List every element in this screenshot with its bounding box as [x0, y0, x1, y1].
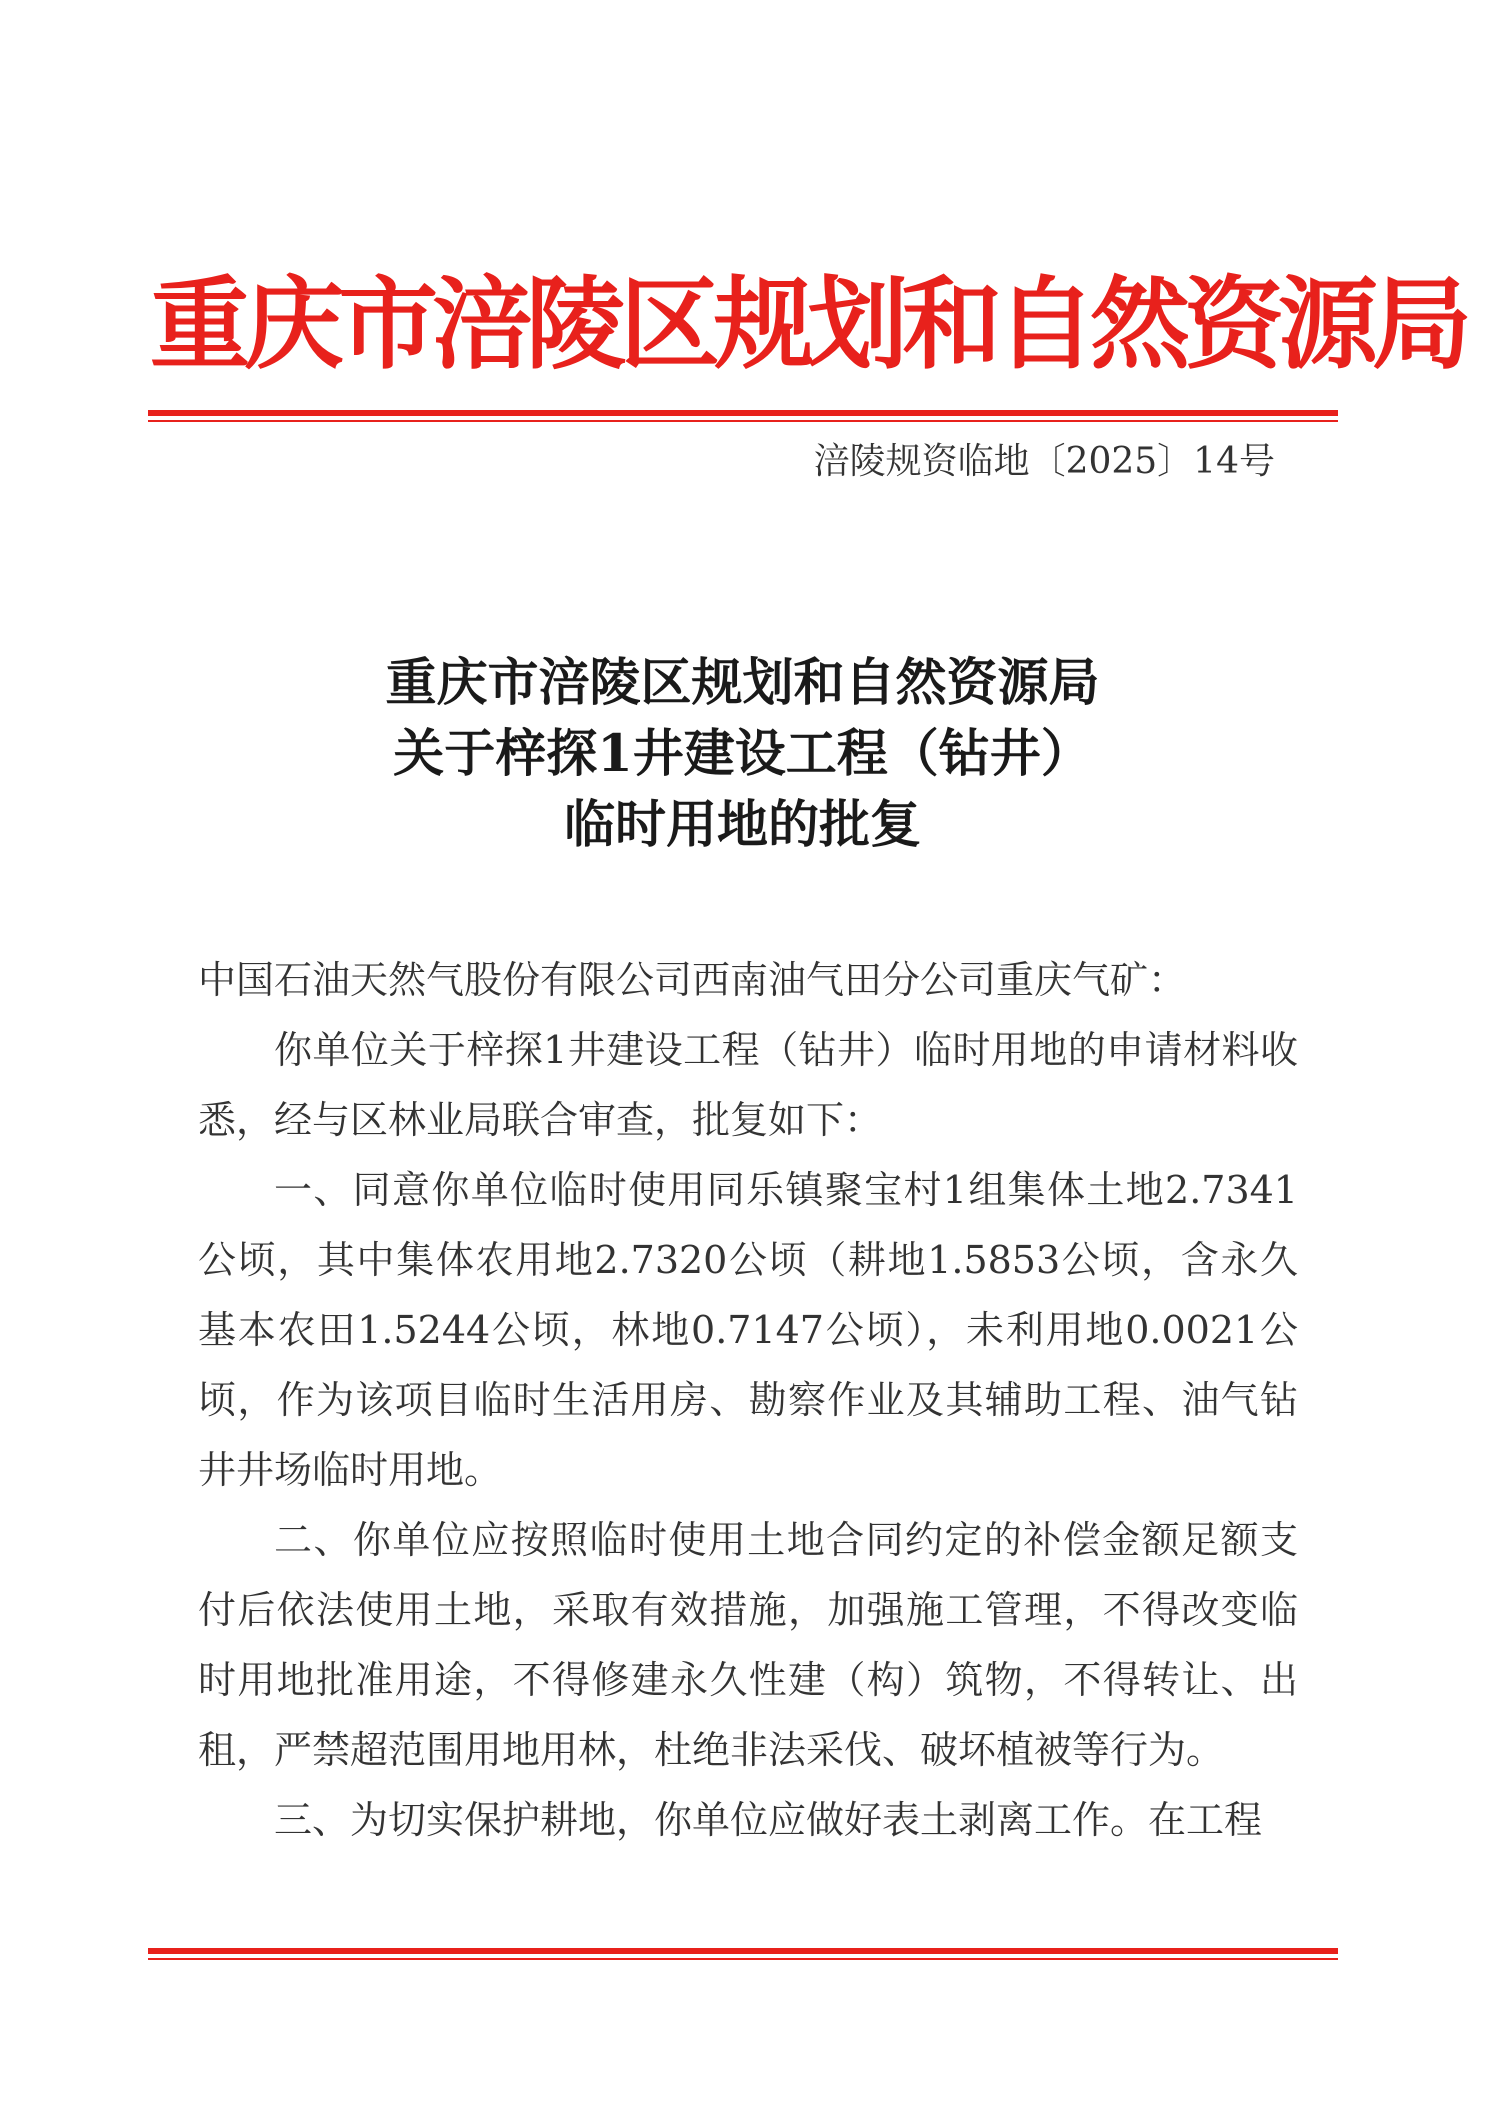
title-line-3: 临时用地的批复: [563, 795, 921, 855]
item-3-paragraph: 三、为切实保护耕地，你单位应做好表土剥离工作。在工程: [274, 1798, 1263, 1842]
item-1-paragraph: 一、同意你单位临时使用同乐镇聚宝村1组集体土地2.7341公顷，其中集体农用地2.7320公顷（耕地1.5853公顷，含永久基本农田1.5244公顷，林地0.7147公顷），未利用地0.0021公顷，作为该项目临时生活用房、勘察作业及其辅助工程、油气钻井井场临时用地。: [198, 1168, 1298, 1492]
salutation: 中国石油天然气股份有限公司西南油气田分公司重庆气矿：: [198, 958, 1187, 1002]
masthead-red-rule: [148, 410, 1338, 422]
document-body: [198, 945, 1298, 1855]
document-number: 涪陵规资临地〔2025〕14号: [813, 441, 1275, 482]
intro-paragraph: 你单位关于梓探1井建设工程（钻井）临时用地的申请材料收悉，经与区林业局联合审查，批复如下：: [198, 1028, 1298, 1142]
document-title: [150, 648, 1335, 861]
item-2-paragraph: 二、你单位应按照临时使用土地合同约定的补偿金额足额支付后依法使用土地，采取有效措施，加强施工管理，不得改变临时用地批准用途，不得修建永久性建（构）筑物，不得转让、出租，严禁超范围用地用林，杜绝非法采伐、破坏植被等行为。: [198, 1518, 1298, 1772]
masthead-agency-name: 重庆市涪陵区规划和自然资源局: [150, 266, 1466, 383]
footer-red-rule: [148, 1948, 1338, 1960]
title-line-1: 重庆市涪陵区规划和自然资源局: [385, 653, 1100, 713]
title-line-2: 关于梓探1井建设工程（钻井）: [393, 724, 1092, 784]
